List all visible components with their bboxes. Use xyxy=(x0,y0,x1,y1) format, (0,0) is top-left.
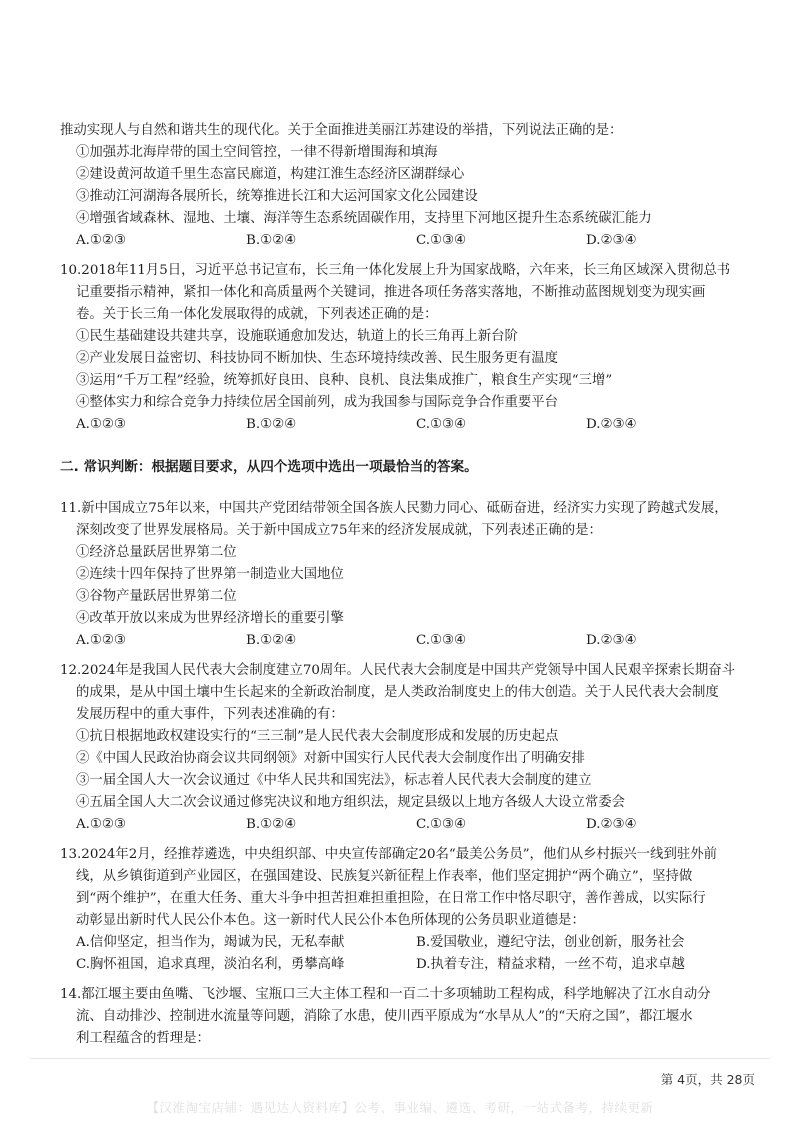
q12-stem-line: 12.2024年是我国人民代表大会制度建立70周年。人民代表大会制度是中国共产党领导中国人民艰辛探索长期奋斗 xyxy=(60,663,735,678)
q11-option-a[interactable]: A.①②③ xyxy=(76,633,126,648)
q11-item: ④改革开放以来成为世界经济增长的重要引擎 xyxy=(76,611,344,626)
q13-option-a[interactable]: A.信仰坚定，担当作为，竭诚为民，无私奉献 xyxy=(76,935,345,950)
q10-item: ④整体实力和综合竞争力持续位居全国前列，成为我国参与国际竞争合作重要平台 xyxy=(76,395,559,410)
q13-option-c[interactable]: C.胸怀祖国，追求真理，淡泊名利，勇攀高峰 xyxy=(76,957,345,972)
q11-option-b[interactable]: B.①②④ xyxy=(246,633,297,648)
q11-item: ①经济总量跃居世界第二位 xyxy=(76,545,237,560)
q9-stem: 推动实现人与自然和谐共生的现代化。关于全面推进美丽江苏建设的举措，下列说法正确的是： xyxy=(60,123,623,138)
q12-options xyxy=(60,814,760,836)
q10-item: ①民生基础建设共建共享，设施联通愈加发达，轨道上的长三角再上新台阶 xyxy=(76,329,518,344)
q9-item: ④增强省域森林、湿地、土壤、海洋等生态系统固碳作用，支持里下河地区提升生态系统碳汇能力 xyxy=(76,211,652,226)
q11-options xyxy=(60,630,760,652)
q13-options-row-1 xyxy=(60,932,760,954)
q13-options-row-2 xyxy=(60,954,760,976)
q13-stem-line: 13.2024年2月，经推荐遴选，中央组织部、中央宣传部确定20名“最美公务员”，他们从乡村振兴一线到驻外前 xyxy=(60,847,718,862)
footer-watermark: 【汉淮淘宝店铺：遇见达人资料库】公考、事业编、遴选、考研，一站式备考，持续更新 xyxy=(146,1100,654,1115)
q12-item: ②《中国人民政治协商会议共同纲领》对新中国实行人民代表大会制度作出了明确安排 xyxy=(76,751,585,766)
page-number: 第 4页，共 28页 xyxy=(660,1072,755,1087)
footer-divider xyxy=(30,1058,770,1059)
q12-item: ③一届全国人大一次会议通过《中华人民共和国宪法》，标志着人民代表大会制度的建立 xyxy=(76,773,592,788)
q12-stem-line: 的成果，是从中国土壤中生长起来的全新政治制度，是人类政治制度史上的伟大创造。关于人民代表大会制度 xyxy=(76,685,719,700)
q14-stem-line: 14.都江堰主要由鱼嘴、飞沙堰、宝瓶口三大主体工程和一百二十多项辅助工程构成，科学地解决了江水自动分 xyxy=(60,987,711,1002)
q12-option-b[interactable]: B.①②④ xyxy=(246,817,297,832)
q12-option-c[interactable]: C.①③④ xyxy=(416,817,467,832)
q14-stem-line: 流、自动排沙、控制进水流量等问题，消除了水患，使川西平原成为“水旱从人”的“天府之国”，都江堰水 xyxy=(76,1009,693,1024)
q12-number: 12. xyxy=(60,663,82,678)
q9-option-a[interactable]: A.①②③ xyxy=(76,233,126,248)
q11-number: 11. xyxy=(60,501,82,516)
q12-stem-line: 发展历程中的重大事件，下列表述准确的有： xyxy=(76,707,344,722)
q13-stem-line: 线，从乡镇街道到产业园区，在强国建设、民族复兴新征程上作表率，他们坚定拥护“两个确立”，坚持做 xyxy=(76,869,693,884)
q10-option-a[interactable]: A.①②③ xyxy=(76,417,126,432)
q13-stem-line: 动彰显出新时代人民公仆本色。这一新时代人民公仆本色所体现的公务员职业道德是： xyxy=(76,913,585,928)
q9-option-d[interactable]: D.②③④ xyxy=(586,233,637,248)
q12-option-d[interactable]: D.②③④ xyxy=(586,817,637,832)
q10-options xyxy=(60,414,760,436)
q10-item: ②产业发展日益密切、科技协同不断加快、生态环境持续改善、民生服务更有温度 xyxy=(76,351,559,366)
q9-item: ①加强苏北海岸带的国土空间管控，一律不得新增围海和填海 xyxy=(76,145,438,160)
q12-option-a[interactable]: A.①②③ xyxy=(76,817,126,832)
q10-option-c[interactable]: C.①③④ xyxy=(416,417,467,432)
q10-stem-line: 卷。关于长三角一体化发展取得的成就，下列表述正确的是： xyxy=(76,307,438,322)
q10-number: 10. xyxy=(60,263,82,278)
page-content xyxy=(60,120,760,1050)
q11-item: ③谷物产量跃居世界第二位 xyxy=(76,589,237,604)
q10-option-d[interactable]: D.②③④ xyxy=(586,417,637,432)
q13-number: 13. xyxy=(60,847,82,862)
q14-stem-line: 利工程蕴含的哲理是： xyxy=(76,1031,210,1046)
q11-stem-line: 11.新中国成立75年以来，中国共产党团结带领全国各族人民勠力同心、砥砺奋进，经济实力实现了跨越式发展， xyxy=(60,501,728,516)
q9-item: ②建设黄河故道千里生态富民廊道，构建江淮生态经济区湖群绿心 xyxy=(76,167,465,182)
section-heading: 二. 常识判断：根据题目要求，从四个选项中选出一项最恰当的答案。 xyxy=(60,459,478,475)
q9-options xyxy=(60,230,760,252)
q13-stem-line: 到“两个维护”，在重大任务、重大斗争中担苦担难担重担险，在日常工作中恪尽职守，善作善成，以实际行 xyxy=(76,891,706,906)
q9-item: ③推动江河湖海各展所长，统筹推进长江和大运河国家文化公园建设 xyxy=(76,189,478,204)
q11-stem-line: 深刻改变了世界发展格局。关于新中国成立75年来的经济发展成就，下列表述正确的是： xyxy=(76,523,602,538)
q13-option-d[interactable]: D.执着专注，精益求精，一丝不苟，追求卓越 xyxy=(416,957,685,972)
q12-item: ①抗日根据地政权建设实行的“三三制”是人民代表大会制度形成和发展的历史起点 xyxy=(76,729,559,744)
q9-option-c[interactable]: C.①③④ xyxy=(416,233,467,248)
q13-option-b[interactable]: B.爱国敬业，遵纪守法，创业创新，服务社会 xyxy=(416,935,685,950)
q10-stem-line: 10.2018年11月5日，习近平总书记宣布，长三角一体化发展上升为国家战略，六年来，长三角区域深入贯彻总书 xyxy=(60,263,731,278)
q14-number: 14. xyxy=(60,987,82,1002)
q10-stem-line: 记重要指示精神，紧扣一体化和高质量两个关键词，推进各项任务落实落地，不断推动蓝图规划变为现实画 xyxy=(76,285,706,300)
q9-option-b[interactable]: B.①②④ xyxy=(246,233,297,248)
q12-item: ④五届全国人大二次会议通过修宪决议和地方组织法，规定县级以上地方各级人大设立常委会 xyxy=(76,795,626,810)
q11-option-c[interactable]: C.①③④ xyxy=(416,633,467,648)
q10-option-b[interactable]: B.①②④ xyxy=(246,417,297,432)
q11-option-d[interactable]: D.②③④ xyxy=(586,633,637,648)
q11-item: ②连续十四年保持了世界第一制造业大国地位 xyxy=(76,567,344,582)
q10-item: ③运用“千万工程”经验，统筹抓好良田、良种、良机、良法集成推广，粮食生产实现“三增” xyxy=(76,373,613,388)
